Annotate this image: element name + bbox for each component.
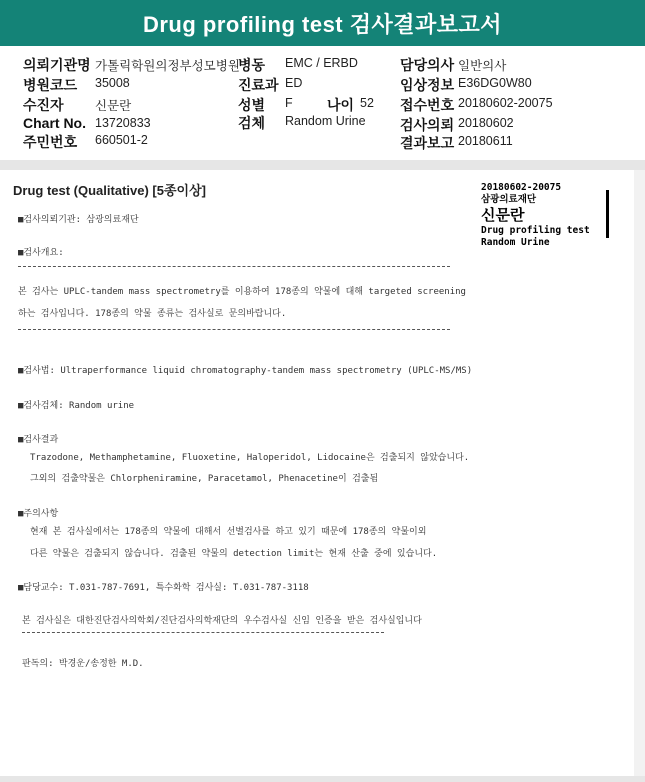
specimen-label-sticker xyxy=(481,182,611,249)
report-date-label: 결과보고 xyxy=(400,135,455,151)
sticker-number: 20180602-20075 xyxy=(481,182,562,193)
section-divider xyxy=(0,160,645,170)
sticker-specimen: Random Urine xyxy=(481,237,550,248)
sticker-name: 신문란 xyxy=(481,206,525,224)
doctor-label: 담당의사 xyxy=(400,57,455,73)
dashed-divider xyxy=(22,632,384,633)
patient-value: 신문란 xyxy=(95,99,132,113)
chart-label: Chart No. xyxy=(23,115,86,131)
sex-value: F xyxy=(285,96,293,110)
org-value: 가톨릭학원의정부성모병원 xyxy=(95,59,240,73)
page-scrollbar[interactable] xyxy=(634,170,645,776)
sex-label: 성별 xyxy=(238,97,266,113)
ward-label: 병동 xyxy=(238,57,266,73)
overview-line-1: 본 검사는 UPLC-tandem mass spectrometry를 이용하여 178종의 약물에 대해 targeted screening xyxy=(18,287,466,297)
report-title: Drug profiling test 검사결과보고서 xyxy=(142,11,503,37)
request-label: 검사의뢰 xyxy=(400,117,455,133)
overview-line-2: 하는 검사입니다. 178종의 약물 종류는 검사실로 문의바랍니다. xyxy=(18,309,287,319)
result-line-2: 그외의 검출약물은 Chlorpheniramine, Paracetamol, Phenacetine이 검출됨 xyxy=(30,474,379,484)
sticker-org: 삼광의료재단 xyxy=(481,194,537,205)
caution-line-1: 현재 본 검사실에서는 178종의 약물에 대해서 선별검사를 하고 있기 때문에 178종의 약물이외 xyxy=(30,527,427,537)
certification-line: 본 검사실은 대한진단검사의학회/진단검사의학재단의 우수검사실 신임 인증을 받은 검사실입니다 xyxy=(22,616,422,626)
request-value: 20180602 xyxy=(458,116,514,130)
contact-line: ■담당교수: T.031-787-7691, 특수화학 검사실: T.031-787-3118 xyxy=(18,583,309,593)
patient-label: 수진자 xyxy=(23,97,64,113)
agency-line: ■검사의뢰기관: 삼광의료재단 xyxy=(18,215,139,225)
hospcode-label: 병원코드 xyxy=(23,77,78,93)
report-date-value: 20180611 xyxy=(458,134,513,148)
dashed-divider xyxy=(18,329,450,330)
receipt-label: 접수번호 xyxy=(400,97,455,113)
dashed-divider xyxy=(18,266,450,267)
specimen-label: 검체 xyxy=(238,115,266,131)
chart-value: 13720833 xyxy=(95,116,151,130)
result-title: ■검사결과 xyxy=(18,435,59,445)
patient-info-section xyxy=(0,50,645,158)
rrn-label: 주민번호 xyxy=(23,134,78,150)
specimen-value: Random Urine xyxy=(285,114,366,128)
ward-value: EMC / ERBD xyxy=(285,56,358,70)
specimen-line: ■검사검체: Random urine xyxy=(18,401,135,411)
dept-value: ED xyxy=(285,76,303,90)
result-line-1: Trazodone, Methamphetamine, Fluoxetine, Haloperidol, Lidocaine은 검출되지 않았습니다. xyxy=(30,453,470,463)
clinical-label: 임상정보 xyxy=(400,77,455,93)
doctor-value: 일반의사 xyxy=(458,59,507,73)
bottom-edge xyxy=(0,776,645,782)
qualitative-heading: Drug test (Qualitative) [5종이상] xyxy=(13,183,206,198)
report-title-banner xyxy=(0,0,645,46)
dept-label: 진료과 xyxy=(238,77,279,93)
sticker-test: Drug profiling test xyxy=(481,225,590,236)
caution-title: ■주의사항 xyxy=(18,509,59,519)
scanned-report-page xyxy=(0,170,634,776)
scan-edge-mark xyxy=(606,190,609,238)
hospcode-value: 35008 xyxy=(95,76,130,90)
method-line: ■검사법: Ultraperformance liquid chromatography-tandem mass spectrometry (UPLC-MS/MS) xyxy=(18,366,473,376)
caution-line-2: 다른 약물은 검출되지 않습니다. 검출된 약물의 detection limit는 현재 산출 중에 있습니다. xyxy=(30,549,438,559)
clinical-value: E36DG0W80 xyxy=(458,76,532,90)
org-label: 의뢰기관명 xyxy=(23,57,91,73)
reader-line: 판독의: 박경운/송정한 M.D. xyxy=(22,659,144,669)
overview-title: ■검사개요: xyxy=(18,248,64,258)
receipt-value: 20180602-20075 xyxy=(458,96,553,110)
age-label: 나이 xyxy=(327,97,355,113)
age-value: 52 xyxy=(360,96,374,110)
rrn-value: 660501-2 xyxy=(95,133,148,147)
